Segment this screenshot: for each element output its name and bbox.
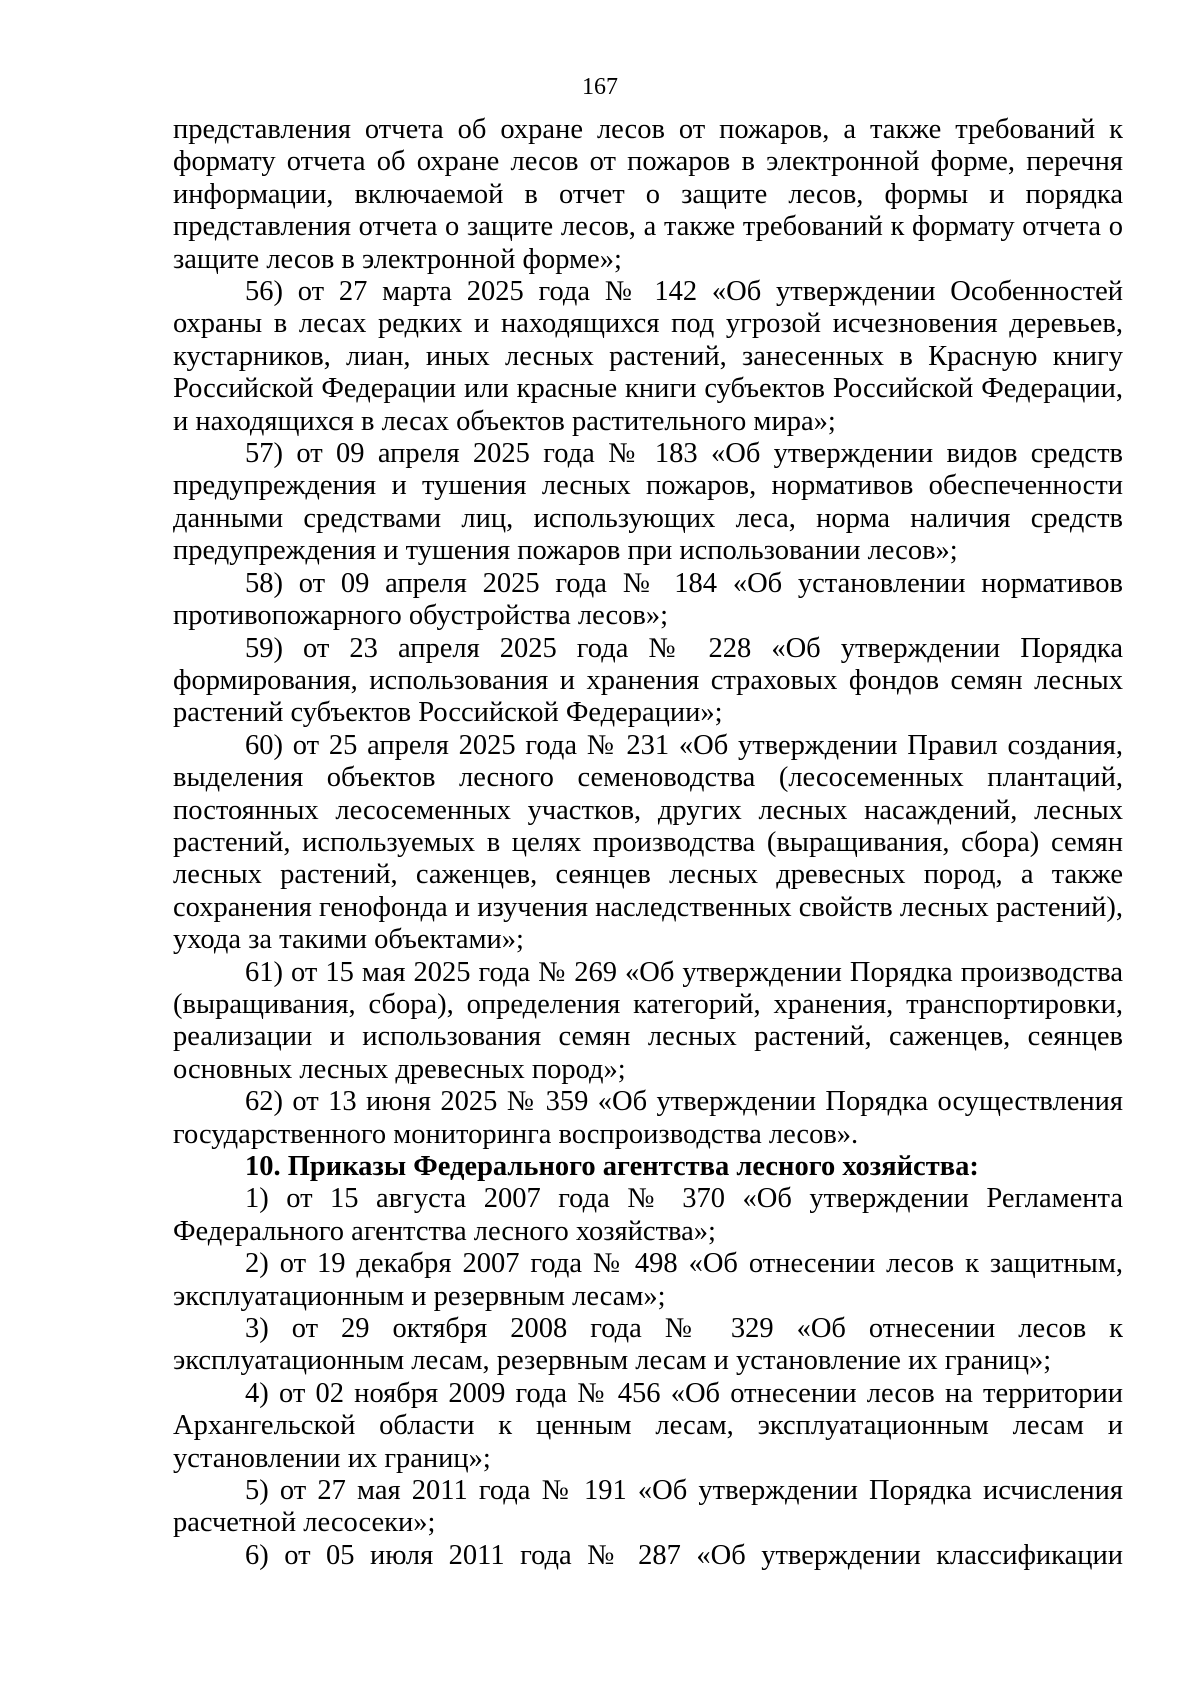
- document-body: [173, 114, 1123, 1572]
- paragraph-item-61: 61) от 15 мая 2025 года № 269 «Об утверждении Порядка производства (выращивания, сбора), определения категорий, хранения, транспортировки, реализации и использования семян лесных растений, саженцев, сеянцев основных лесных древесных пород»;: [173, 956, 1123, 1085]
- paragraph-order-4: 4) от 02 ноября 2009 года № 456 «Об отнесении лесов на территории Архангельской области к ценным лесам, эксплуатационным лесам и установлении их границ»;: [173, 1377, 1123, 1474]
- paragraph-order-3: 3) от 29 октября 2008 года № 329 «Об отнесении лесов к эксплуатационным лесам, резервным лесам и установление их границ»;: [173, 1313, 1123, 1377]
- paragraph-item-59: 59) от 23 апреля 2025 года № 228 «Об утверждении Порядка формирования, использования и хранения страховых фондов семян лесных растений субъектов Российской Федерации»;: [173, 632, 1123, 729]
- paragraph-item-57: 57) от 09 апреля 2025 года № 183 «Об утверждении видов средств предупреждения и тушения лесных пожаров, нормативов обеспеченности данными средствами лиц, использующих леса, норма наличия средств предупреждения и тушения пожаров при использовании лесов»;: [173, 438, 1123, 567]
- paragraph-order-2: 2) от 19 декабря 2007 года № 498 «Об отнесении лесов к защитным, эксплуатационным и резервным лесам»;: [173, 1248, 1123, 1312]
- paragraph-continuation: представления отчета об охране лесов от пожаров, а также требований к формату отчета об охране лесов от пожаров в электронной форме, перечня информации, включаемой в отчет о защите лесов, формы и порядка представления отчета о защите лесов, а также требований к формату отчета о защите лесов в электронной форме»;: [173, 114, 1123, 275]
- paragraph-item-58: 58) от 09 апреля 2025 года № 184 «Об установлении нормативов противопожарного обустройства лесов»;: [173, 567, 1123, 632]
- paragraph-order-5: 5) от 27 мая 2011 года № 191 «Об утверждении Порядка исчисления расчетной лесосеки»;: [173, 1475, 1123, 1539]
- paragraph-order-1: 1) от 15 августа 2007 года № 370 «Об утверждении Регламента Федерального агентства лесного хозяйства»;: [173, 1183, 1123, 1247]
- paragraph-item-60: 60) от 25 апреля 2025 года № 231 «Об утверждении Правил создания, выделения объектов лесного семеноводства (лесосеменных плантаций, постоянных лесосеменных участков, других лесных насаждений, лесных растений, используемых в целях производства (выращивания, сбора) семян лесных растений, саженцев, сеянцев лесных древесных пород, а также сохранения генофонда и изучения наследственных свойств лесных растений), ухода за такими объектами»;: [173, 729, 1123, 956]
- paragraph-item-56: 56) от 27 марта 2025 года № 142 «Об утверждении Особенностей охраны в лесах редких и находящихся под угрозой исчезновения деревьев, кустарников, лиан, иных лесных растений, занесенных в Красную книгу Российской Федерации или красные книги субъектов Российской Федерации, и находящихся в лесах объектов растительного мира»;: [173, 276, 1123, 437]
- section-heading: 10. Приказы Федерального агентства лесного хозяйства:: [245, 1151, 979, 1182]
- paragraph-order-6: 6) от 05 июля 2011 года № 287 «Об утверждении классификации: [245, 1539, 1123, 1571]
- page-number: 167: [582, 74, 618, 100]
- paragraph-item-62: 62) от 13 июня 2025 № 359 «Об утверждении Порядка осуществления государственного мониторинга воспроизводства лесов».: [173, 1086, 1123, 1150]
